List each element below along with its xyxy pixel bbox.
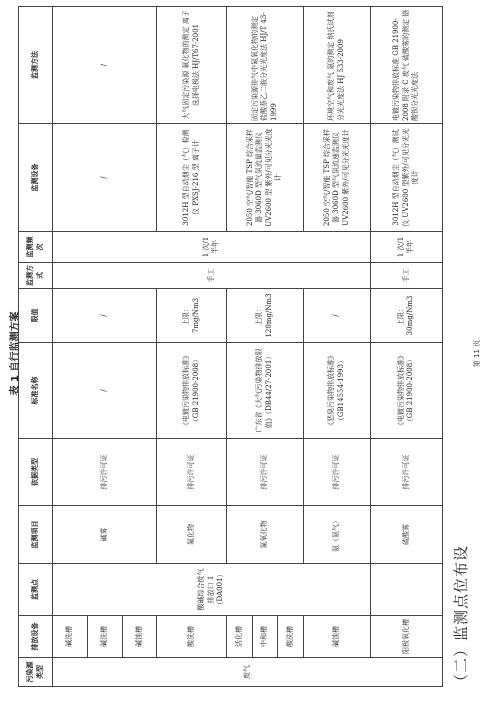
equipment-cell: 碱蚀槽 <box>303 616 370 658</box>
device-cell: / <box>53 124 157 232</box>
header-monitoring-method-standard: 监测方法 <box>19 7 53 124</box>
monitoring-point-cell <box>370 564 442 616</box>
method-standard-cell: 大气固定污染源 氟化物的测定 离子选择电极法 HJ/T67-2001 <box>157 7 227 124</box>
table-caption: 表 1 自行监测方案 <box>10 311 21 396</box>
table-row <box>370 7 442 687</box>
method-standard-cell: 固定污染源排气中氮氧化物的测定 盐酸萘乙二胺分光光度法 HJ/T 43-1999 <box>227 7 304 124</box>
standard-cell: 《电镀污染物排放标准》（GB 21900-2008） <box>370 343 442 439</box>
header-basis-type: 依据类型 <box>19 439 53 506</box>
method-standard-cell: / <box>53 7 157 124</box>
equipment-cell: 碱洗槽 <box>53 616 88 658</box>
equipment-cell: 碱蚀槽 <box>122 616 157 658</box>
pollution-type-cell: 废气 <box>53 658 443 687</box>
method-cell: 手工 <box>53 263 371 289</box>
method-standard-cell: 电镀污染物排放标准 GB 21900-2008 附录 C 废气 硫酸雾的测定 铬酸钡分光光度法 <box>370 7 442 124</box>
device-cell: 2050 空气/智能 TSP 综合采样器 3060D 型气氛流量监测仪 UV2600 型 紫外/可见分光光度计 <box>227 124 304 232</box>
device-cell: 2050 空气/智能 TSP 综合采样器 3060D 型气氛流速监测仪 UV2600 紫外/可见分光光度计 <box>303 124 370 232</box>
header-discharge-equipment: 排放设备 <box>19 616 53 658</box>
header-pollution-type: 污染源类型 <box>19 658 53 687</box>
header-monitoring-frequency: 监测频次 <box>19 232 53 263</box>
frequency-cell: 1 次/1 半年 <box>370 232 442 263</box>
standard-cell: 《电镀污染物排放标准》（GB 21900-2008） <box>157 343 227 439</box>
header-standard-name: 标准名称 <box>19 343 53 439</box>
standard-cell: 《恶臭污染物排放标准》（GB14554-1993） <box>303 343 370 439</box>
basis-cell: 排污许可证 <box>53 439 157 506</box>
table-row <box>53 7 88 687</box>
header-monitoring-item: 监测项目 <box>19 506 53 564</box>
equipment-cell: 酸洗槽 <box>157 616 227 658</box>
limit-cell: 上限：7mg/Nm3 <box>157 289 227 343</box>
equipment-cell: 酸洗槽 <box>278 616 304 658</box>
header-monitoring-equipment: 监测设备 <box>19 124 53 232</box>
limit-cell: / <box>303 289 370 343</box>
item-cell: 碱雾 <box>53 506 157 564</box>
basis-cell: 排污许可证 <box>157 439 227 506</box>
equipment-cell: 活化槽 <box>227 616 253 658</box>
method-standard-cell: 环境空气和废气 氨的测定 纳氏试剂分光光度法 HJ 533-2009 <box>303 7 370 124</box>
equipment-cell: 中和槽 <box>252 616 278 658</box>
monitoring-plan-table <box>18 7 443 687</box>
equipment-cell: 阳极氧化槽 <box>370 616 442 658</box>
equipment-cell: 碱洗槽 <box>87 616 122 658</box>
limit-cell: 上限：30mg/Nm3 <box>370 289 442 343</box>
header-monitoring-point: 监测点 <box>19 564 53 616</box>
device-cell: 3012H 型自动烟尘（气）测试仪 UV2600 型紫外/可见分光光度计 <box>370 124 442 232</box>
header-limit: 限值 <box>19 289 53 343</box>
frequency-cell: 1 次/1 半年 <box>53 232 371 263</box>
limit-cell: 上限：120mg/Nm3 <box>227 289 304 343</box>
basis-cell: 排污许可证 <box>370 439 442 506</box>
item-cell: 氟化物 <box>157 506 227 564</box>
section-title: （二）监测点位布设 <box>452 544 470 689</box>
standard-cell: 广东省《大气污染物排放限值》（DB44/27-2001） <box>227 343 304 439</box>
monitoring-point-cell: 酸碱综合废气排放口 1（DA001） <box>53 564 371 616</box>
header-row <box>19 7 53 687</box>
basis-cell: 排污许可证 <box>227 439 304 506</box>
item-cell: 氨（氨气） <box>303 506 370 564</box>
basis-cell: 排污许可证 <box>303 439 370 506</box>
item-cell: 氮氧化物 <box>227 506 304 564</box>
method-cell: 手工 <box>370 263 442 289</box>
header-monitoring-method: 监测方式 <box>19 263 53 289</box>
page-number: 第 11 页 <box>473 339 481 368</box>
device-cell: 3012H 型自动烟尘（气）检测仪 PXSJ-216 型 离子计 <box>157 124 227 232</box>
limit-cell: / <box>53 289 157 343</box>
item-cell: 硫酸雾 <box>370 506 442 564</box>
standard-cell: / <box>53 343 157 439</box>
